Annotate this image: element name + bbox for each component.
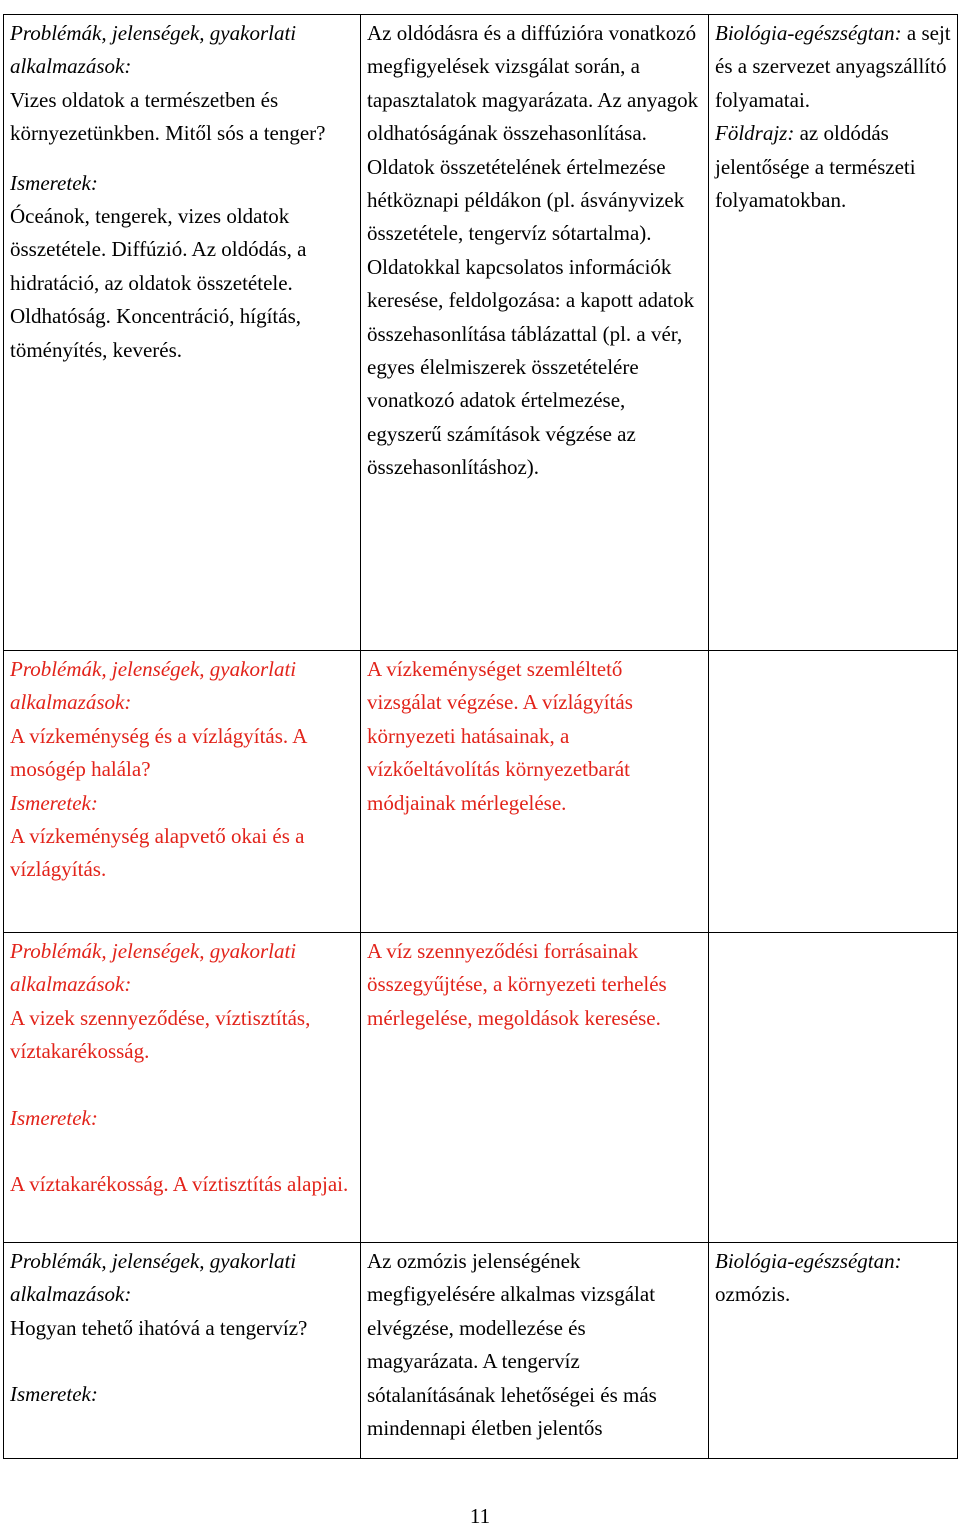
- knowledge-label: Ismeretek:: [10, 790, 98, 815]
- crosslink-label: Biológia-egészségtan:: [715, 1249, 902, 1273]
- row2-col2-cell: [361, 651, 709, 933]
- crosslink-label: Földrajz:: [715, 121, 795, 146]
- row3-col2-cell: [361, 933, 709, 1243]
- page-number: 11: [469, 1504, 491, 1528]
- activities-text: A víz szennyeződési forrásainak összegyűjtése, a környezeti terhelés mérlegelése, megoldások keresése.: [367, 939, 667, 1030]
- row2-col3-cell: [709, 651, 958, 933]
- row4-col3-cell: [709, 1243, 958, 1459]
- problems-label: Problémák, jelenségek, gyakorlati alkalmazások:: [10, 939, 297, 997]
- row1-col3-cell: [709, 15, 958, 651]
- knowledge-text: A víztakarékosság. A víztisztítás alapjai.: [10, 1172, 349, 1197]
- table-row: [4, 15, 958, 651]
- row4-col1-cell: [4, 1243, 361, 1459]
- problems-text: Hogyan tehető ihatóvá a tengervíz?: [10, 1315, 308, 1340]
- curriculum-table: [3, 14, 958, 1459]
- activities-text: A vízkeménységet szemléltető vizsgálat végzése. A vízlágyítás környezeti hatásainak, a vízkőeltávolítás környezetbarát módjainak mérlegelése.: [367, 657, 633, 815]
- table-row: [4, 1243, 958, 1459]
- row4-col2-cell: [361, 1243, 709, 1459]
- row3-col3-cell: [709, 933, 958, 1243]
- knowledge-text: A vízkeménység alapvető okai és a vízlágyítás.: [10, 824, 305, 882]
- crosslink-text: a sejt és a szervezet anyagszállító folyamatai.: [715, 21, 951, 112]
- knowledge-label: Ismeretek:: [10, 170, 98, 195]
- activities-text: Az oldódásra és a diffúzióra vonatkozó megfigyelések vizsgálat során, a tapasztalatok magyarázata. Az anyagok oldhatóságának összehasonlítása. Oldatok összetételének értelmezése hétköznapi példákon (pl. ásványvizek összetétele, tengervíz sótartalma). Oldatokkal kapcsolatos információk keresése, feldolgozása: a kapott adatok összehasonlítása táblázattal (pl. a vér, egyes élelmiszerek összetételére vonatkozó adatok értelmezése, egyszerű számítások végzése az összehasonlításhoz).: [367, 21, 699, 480]
- row2-col1-cell: [4, 651, 361, 933]
- problems-text: A vizek szennyeződése, víztisztítás, víztakarékosság.: [10, 1005, 311, 1064]
- problems-label: Problémák, jelenségek, gyakorlati alkalmazások:: [10, 657, 297, 715]
- problems-label: Problémák, jelenségek, gyakorlati alkalmazások:: [10, 1249, 297, 1307]
- activities-text: Az ozmózis jelenségének megfigyelésére alkalmas vizsgálat elvégzése, modellezése és magyarázata. A tengervíz sótalanításának lehetőségei és más mindennapi életben jelentős: [367, 1249, 657, 1441]
- knowledge-label: Ismeretek:: [10, 1382, 98, 1407]
- knowledge-text: Óceánok, tengerek, vizes oldatok összetétele. Diffúzió. Az oldódás, a hidratáció, az oldatok összetétele. Oldhatóság. Koncentráció, hígítás, töményítés, keverés.: [10, 204, 307, 362]
- crosslink-text: az oldódás jelentősége a természeti folyamatokban.: [715, 121, 916, 213]
- row1-col1-cell: [4, 15, 361, 651]
- knowledge-label: Ismeretek:: [10, 1105, 98, 1130]
- row1-col2-cell: [361, 15, 709, 651]
- crosslink-text: ozmózis.: [715, 1282, 791, 1307]
- problems-label: Problémák, jelenségek, gyakorlati alkalmazások:: [10, 21, 297, 79]
- table-row: [4, 651, 958, 933]
- row3-col1-cell: [4, 933, 361, 1243]
- crosslink-label: Biológia-egészségtan:: [715, 21, 902, 45]
- table-row: [4, 933, 958, 1243]
- problems-text: Vizes oldatok a természetben és környezetünkben. Mitől sós a tenger?: [10, 87, 326, 146]
- problems-text: A vízkeménység és a vízlágyítás. A mosógép halála?: [10, 723, 307, 782]
